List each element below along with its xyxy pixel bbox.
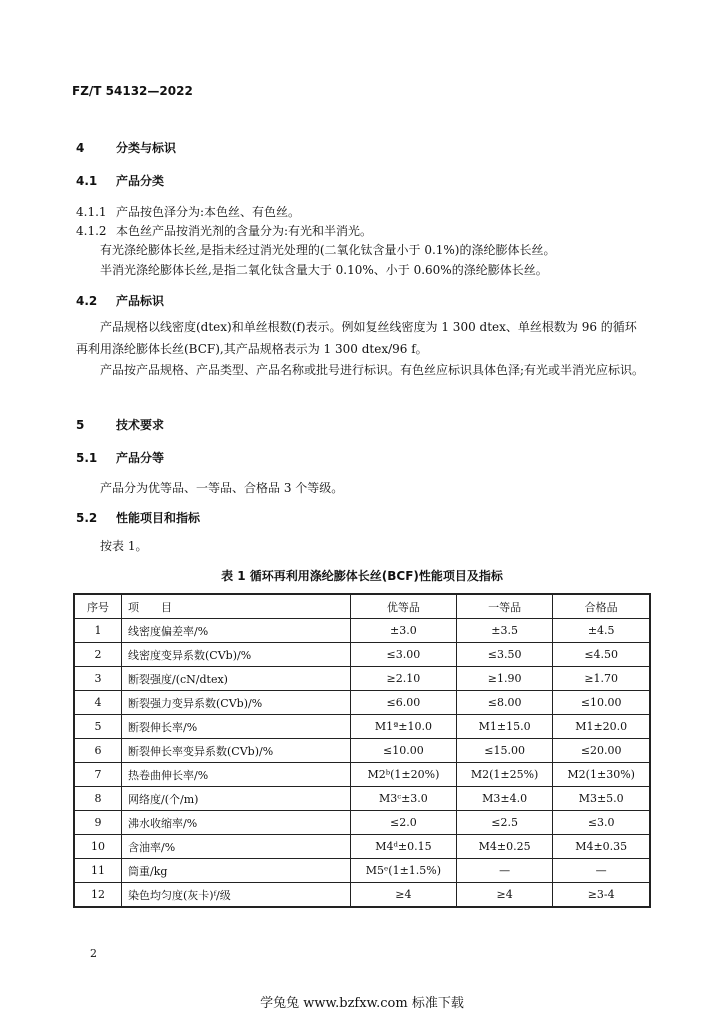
header-no: 序号	[74, 594, 122, 619]
clause-text: 产品按色泽分为:本色丝、有色丝。	[116, 205, 301, 219]
table-reference: 按表 1。	[100, 539, 148, 553]
table-header-row	[74, 594, 650, 619]
cell-grade-first: ≥1.90	[456, 667, 553, 691]
cell-grade-first: ≤15.00	[456, 739, 553, 763]
cell-grade-superior: ≥4	[351, 883, 457, 908]
cell-grade-superior: M4ᵈ±0.15	[351, 835, 457, 859]
section-4-2-heading	[76, 292, 164, 309]
table-row	[74, 667, 650, 691]
cell-grade-superior: ≤6.00	[351, 691, 457, 715]
section-number: 5.2	[76, 511, 98, 525]
cell-grade-qualified: ≤3.0	[553, 811, 650, 835]
cell-item: 筒重/kg	[122, 859, 351, 883]
clause-4-1-1	[76, 203, 300, 220]
product-spec-paragraph: 产品规格以线密度(dtex)和单丝根数(f)表示。例如复丝线密度为 1 300 dtex、单丝根数为 96 的循环再利用涤纶膨体长丝(BCF),其产品规格表示为 1 300 dtex/96 f。	[76, 320, 637, 356]
section-title: 技术要求	[116, 418, 165, 432]
cell-grade-superior: M5ᵉ(1±1.5%)	[351, 859, 457, 883]
cell-grade-superior: ≤10.00	[351, 739, 457, 763]
cell-grade-first: —	[456, 859, 553, 883]
footer-watermark: 学兔兔 www.bzfxw.com 标准下载	[260, 996, 464, 1011]
page-number: 2	[90, 947, 97, 960]
cell-grade-first: ≤8.00	[456, 691, 553, 715]
table-row	[74, 715, 650, 739]
cell-grade-qualified: M2(1±30%)	[553, 763, 650, 787]
cell-grade-first: M2(1±25%)	[456, 763, 553, 787]
standard-number: FZ/T 54132—2022	[72, 84, 193, 98]
grading-paragraph: 产品分为优等品、一等品、合格品 3 个等级。	[100, 481, 344, 495]
bright-yarn-definition: 有光涤纶膨体长丝,是指未经过消光处理的(二氧化钛含量小于 0.1%)的涤纶膨体长丝。	[100, 243, 556, 257]
cell-grade-first: ≥4	[456, 883, 553, 908]
clause-4-1-2	[76, 222, 372, 239]
section-title: 产品标识	[116, 294, 165, 308]
cell-grade-qualified: —	[553, 859, 650, 883]
cell-grade-first: ≤3.50	[456, 643, 553, 667]
section-number: 4.2	[76, 294, 98, 308]
cell-no: 8	[74, 787, 122, 811]
cell-item: 热卷曲伸长率/%	[122, 763, 351, 787]
cell-item: 沸水收缩率/%	[122, 811, 351, 835]
cell-grade-qualified: ≤4.50	[553, 643, 650, 667]
section-number: 5.1	[76, 451, 98, 465]
cell-item: 染色均匀度(灰卡)ᶠ/级	[122, 883, 351, 908]
cell-grade-qualified: M3±5.0	[553, 787, 650, 811]
cell-grade-first: ≤2.5	[456, 811, 553, 835]
cell-no: 12	[74, 883, 122, 908]
table-row	[74, 691, 650, 715]
cell-item: 断裂强度/(cN/dtex)	[122, 667, 351, 691]
table-row	[74, 835, 650, 859]
table-row	[74, 739, 650, 763]
clause-number: 4.1.2	[76, 224, 107, 238]
table-row	[74, 643, 650, 667]
cell-grade-superior: M3ᶜ±3.0	[351, 787, 457, 811]
cell-grade-first: M3±4.0	[456, 787, 553, 811]
header-item: 项 目	[122, 594, 351, 619]
cell-no: 1	[74, 619, 122, 643]
section-title: 产品分类	[116, 174, 165, 188]
cell-grade-qualified: ≤10.00	[553, 691, 650, 715]
cell-grade-superior: ±3.0	[351, 619, 457, 643]
cell-no: 9	[74, 811, 122, 835]
cell-grade-qualified: ≥1.70	[553, 667, 650, 691]
section-5-1-heading	[76, 449, 164, 466]
cell-no: 7	[74, 763, 122, 787]
cell-no: 10	[74, 835, 122, 859]
header-grade-superior: 优等品	[351, 594, 457, 619]
cell-item: 线密度偏差率/%	[122, 619, 351, 643]
cell-grade-first: M1±15.0	[456, 715, 553, 739]
spec-table	[73, 593, 651, 908]
section-number: 4.1	[76, 174, 98, 188]
cell-item: 断裂强力变异系数(CVb)/%	[122, 691, 351, 715]
section-5-2-heading	[76, 509, 200, 526]
section-4-heading	[76, 139, 176, 156]
clause-number: 4.1.1	[76, 205, 107, 219]
section-number: 4	[76, 141, 85, 155]
header-grade-first: 一等品	[456, 594, 553, 619]
table-row	[74, 883, 650, 908]
cell-grade-first: M4±0.25	[456, 835, 553, 859]
cell-grade-qualified: ±4.5	[553, 619, 650, 643]
cell-no: 6	[74, 739, 122, 763]
header-grade-qualified: 合格品	[553, 594, 650, 619]
product-marking-paragraph: 产品按产品规格、产品类型、产品名称或批号进行标识。有色丝应标识具体色泽;有光或半消光应标识。	[100, 363, 645, 377]
table-row	[74, 811, 650, 835]
cell-grade-superior: ≤2.0	[351, 811, 457, 835]
cell-grade-first: ±3.5	[456, 619, 553, 643]
table-caption: 表 1 循环再利用涤纶膨体长丝(BCF)性能项目及指标	[221, 569, 503, 583]
cell-item: 断裂伸长率/%	[122, 715, 351, 739]
cell-grade-qualified: ≤20.00	[553, 739, 650, 763]
clause-text: 本色丝产品按消光剂的含量分为:有光和半消光。	[116, 224, 373, 238]
section-number: 5	[76, 418, 85, 432]
cell-grade-qualified: M1±20.0	[553, 715, 650, 739]
table-row	[74, 859, 650, 883]
cell-grade-qualified: M4±0.35	[553, 835, 650, 859]
table-row	[74, 787, 650, 811]
section-title: 性能项目和指标	[116, 511, 201, 525]
section-title: 产品分等	[116, 451, 165, 465]
section-4-1-heading	[76, 172, 164, 189]
semi-dull-yarn-definition: 半消光涤纶膨体长丝,是指二氧化钛含量大于 0.10%、小于 0.60%的涤纶膨体长丝。	[100, 263, 548, 277]
cell-grade-superior: M1ª±10.0	[351, 715, 457, 739]
cell-no: 2	[74, 643, 122, 667]
cell-item: 网络度/(个/m)	[122, 787, 351, 811]
cell-grade-qualified: ≥3-4	[553, 883, 650, 908]
cell-grade-superior: ≥2.10	[351, 667, 457, 691]
section-title: 分类与标识	[116, 141, 177, 155]
section-5-heading	[76, 416, 164, 433]
table-row	[74, 619, 650, 643]
cell-no: 11	[74, 859, 122, 883]
cell-no: 3	[74, 667, 122, 691]
cell-no: 5	[74, 715, 122, 739]
table-row	[74, 763, 650, 787]
cell-no: 4	[74, 691, 122, 715]
cell-item: 含油率/%	[122, 835, 351, 859]
cell-item: 线密度变异系数(CVb)/%	[122, 643, 351, 667]
cell-item: 断裂伸长率变异系数(CVb)/%	[122, 739, 351, 763]
cell-grade-superior: M2ᵇ(1±20%)	[351, 763, 457, 787]
cell-grade-superior: ≤3.00	[351, 643, 457, 667]
